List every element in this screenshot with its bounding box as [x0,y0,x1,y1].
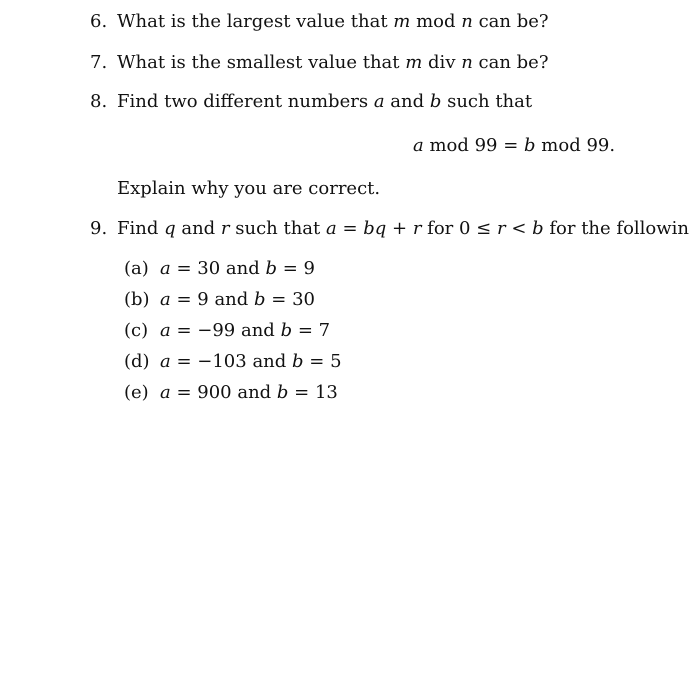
text-fragment: = [170,320,198,341]
problem-text [117,11,549,33]
a-value: 30 [197,258,221,279]
problem-number: 6. [90,11,108,32]
text-fragment: for 0 ≤ [421,218,497,239]
problem-number: 7. [90,52,108,73]
math-variable: a [326,218,337,239]
text-fragment: such that [229,218,326,239]
math-variable: m [405,52,423,73]
display-equation [413,135,615,157]
problem-number: 9. [90,218,108,239]
subitem-text [160,258,315,280]
math-variable: b [254,289,266,310]
subitem-text [160,320,330,342]
subitem-text [160,382,338,404]
math-variable: r [412,218,422,239]
text-fragment: can be? [472,52,549,73]
a-value: −103 [197,351,247,372]
subitem-label: (b) [124,289,150,310]
math-variable: bq [363,218,387,239]
text-fragment: mod [410,11,462,32]
subitem-label: (c) [124,320,149,341]
math-variable: b [292,351,304,372]
math-variable: r [220,218,230,239]
math-variable: a [160,382,171,403]
subitem-label: (a) [124,258,149,279]
equation-fragment: mod 99. [535,135,616,156]
problem-text [117,91,532,113]
text-fragment: and [175,218,221,239]
a-value: 900 [197,382,232,403]
math-variable: b [532,218,544,239]
text-fragment: such that [441,91,533,112]
math-variable: r [496,218,506,239]
text-fragment: for the followin [543,218,689,239]
math-variable: b [280,320,293,341]
math-variable: m [393,11,411,32]
subitem-label: (e) [124,382,149,403]
text-fragment: = [170,382,198,403]
b-value: 30 [292,289,315,310]
text-fragment: What is the smallest value that [117,52,406,73]
a-value: 9 [197,289,209,310]
text-fragment: = [292,320,319,341]
b-value: 9 [303,258,315,279]
text-fragment: can be? [472,11,549,32]
text-fragment: and [220,258,266,279]
text-fragment: What is the largest value that [117,11,394,32]
text-fragment: Find two different numbers [117,91,374,112]
subitem-text [160,351,342,373]
text-fragment: and [384,91,430,112]
text-fragment: and [231,382,277,403]
text-fragment: = [336,218,364,239]
problem-text [117,218,689,240]
text-fragment: = [170,258,198,279]
math-variable: q [164,218,176,239]
equation-fragment: mod 99 = [423,135,525,156]
math-variable: a [160,258,171,279]
text-fragment: = [288,382,315,403]
text-fragment: and [246,351,293,372]
math-variable: a [160,351,171,372]
subitem-label: (d) [124,351,150,372]
math-variable: a [413,135,424,156]
math-variable: a [373,91,385,112]
b-value: 13 [314,382,338,403]
text-fragment: = [303,351,331,372]
text-fragment: Find [117,218,165,239]
text-fragment: and [235,320,281,341]
text-fragment: and [208,289,255,310]
text-fragment: = [277,258,304,279]
math-variable: b [276,382,289,403]
a-value: −99 [197,320,236,341]
b-value: 7 [318,320,331,341]
text-fragment: + [386,218,413,239]
math-variable: n [461,52,473,73]
math-variable: b [429,91,442,112]
math-variable: b [265,258,277,279]
math-variable: n [461,11,473,32]
problem-text [117,52,549,74]
followup-text: Explain why you are correct. [117,178,381,199]
text-fragment: = [170,351,198,372]
b-value: 5 [330,351,342,372]
text-fragment: = [170,289,198,310]
text-fragment: = [265,289,293,310]
math-variable: a [160,320,171,341]
text-fragment: div [422,52,462,73]
subitem-text [160,289,315,311]
math-variable: b [524,135,536,156]
math-variable: a [160,289,171,310]
problem-number: 8. [90,91,108,112]
text-fragment: < [505,218,533,239]
